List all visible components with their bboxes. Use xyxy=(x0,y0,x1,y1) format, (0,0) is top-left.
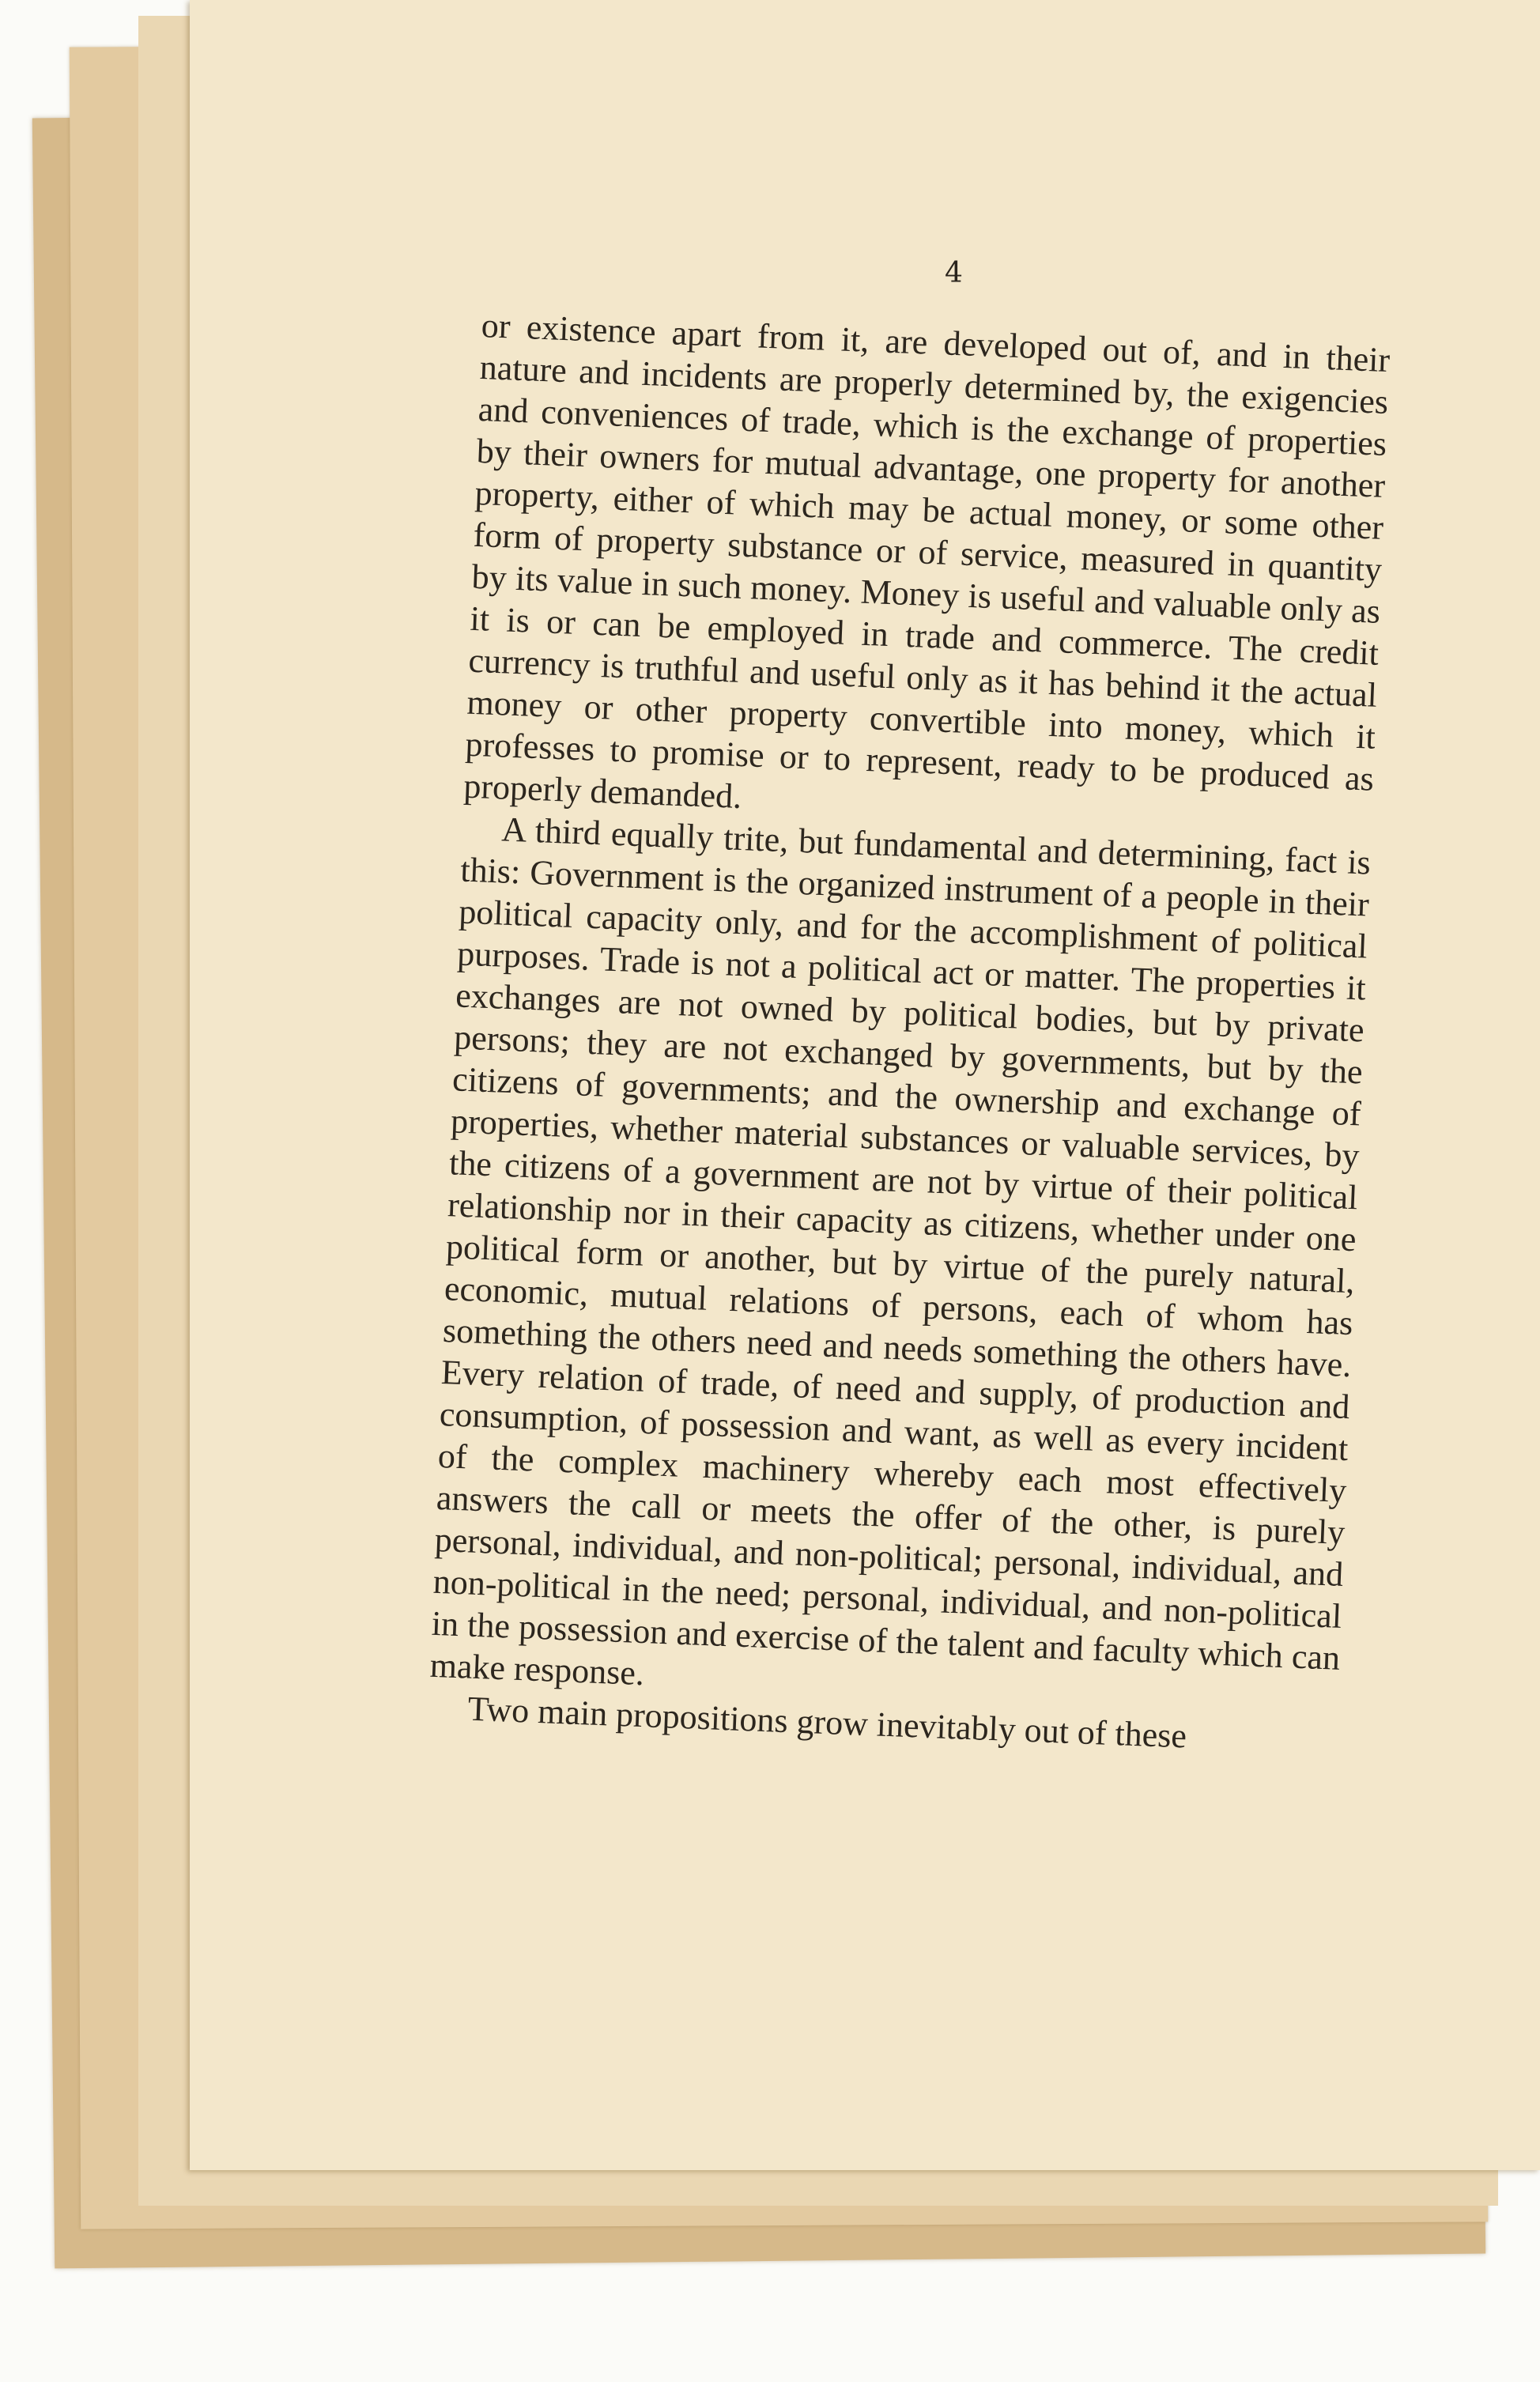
paragraph-3: Two main propositions grow inevitably out of these xyxy=(466,1689,1187,1756)
paragraph-1: or existence apart from it, are developed out of, and in their nature and incidents are properly determined by, the exigencies and conveniences of trade, which is the exchange of properties by their owners for mutual advantage, one property for another property, either of which may be actual money, or some other form of property substance or of service, measured in quantity by its value in such money. Money is useful and valuable only as it is or can be employed in trade and commerce. The credit currency is truthful and useful only as it has behind it the actual money or other property convertible into money, which it professes to promise or to represent, ready to be produced as properly demanded. xyxy=(462,305,1391,817)
body-text xyxy=(428,304,1391,1763)
page-number: 4 xyxy=(945,257,963,289)
paragraph-2: A third equally trite, but fundamental and determining, fact is this: Government is the organized instrument of a people in their political capacity only, and for the accomplishment of political purposes. Trade is not a political act or matter. The properties it exchanges are not owned by political bodies, but by private persons; they are not exchanged by governments, but by the citizens of governments; and the ownership and exchange of properties, whether material substances or valuable services, by the citizens of a government are not by virtue of their political relationship nor in their capacity as citizens, whether under one political form or another, but by virtue of the purely natural, economic, mutual relations of persons, each of whom has something the others need and needs something the others have. Every relation of trade, of need and supply, of production and consumption, of possession and want, as well as every incident of the complex machinery whereby each most effectively answers the call or meets the offer of the other, is purely personal, individual, and non-political; personal, individual, and non-political in the need; personal, individual, and non-political in the possession and exercise of the talent and faculty which can make response. xyxy=(428,810,1372,1693)
